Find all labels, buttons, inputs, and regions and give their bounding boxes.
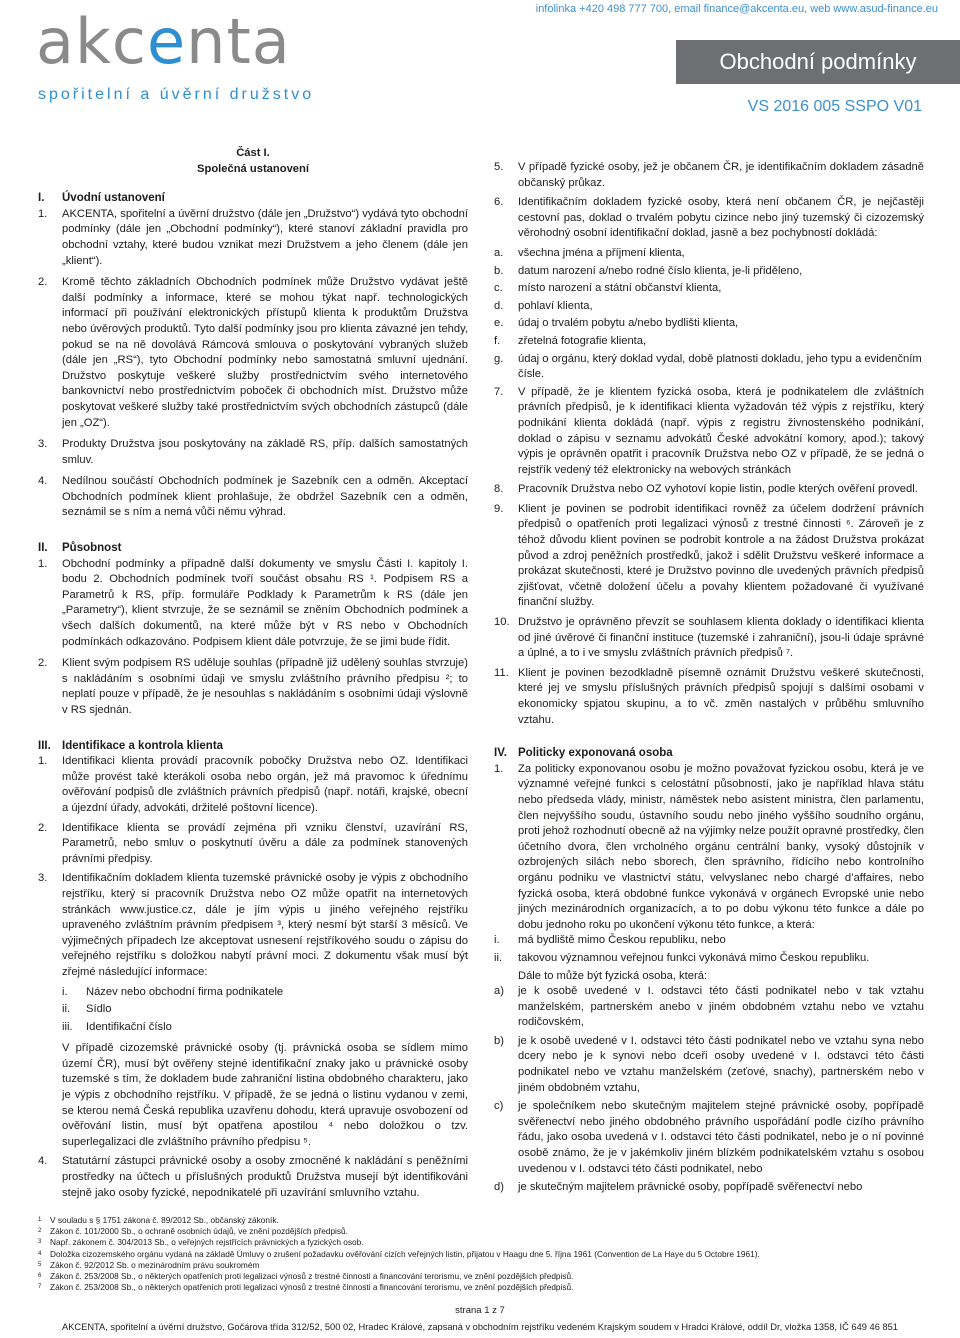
section-heading-1: I. Úvodní ustanovení [38, 192, 165, 205]
document-title: Obchodní podmínky [676, 40, 960, 84]
contact-line: infolinka +420 498 777 700, email finance@akcenta.eu, web www.asud-finance.eu [535, 3, 938, 15]
list-item: 2. Klient svým podpisem RS uděluje souhlas (případně již udělený souhlas stvrzuje) s nakládáním s osobními údaji ve smyslu zvláštního právního předpisu ²; to neplatí pouze v případě, že je nesouhlas s nakládáním s osobními údaji výslovně v RS sjednán. [38, 657, 468, 716]
list-item: 2. Kromě těchto základních Obchodních podmínek může Družstvo vydávat ještě další podmínky a informace, které se mohou týkat např. technologických informací při používání elektronických přístupů klienta k produktům Družstva nebo úvěrových produktů. Tyto další podmínky jsou pro klienta závazné jen tehdy, pokud se na ně dovolává Rámcová smlouva o poskytování vybraných služeb (dále jen „RS“), tyto Obchodní podmínky nebo samostatná smluvní ujednání. Družstvo poskytuje veškeré služby prostřednictvím svého internetového bankovnictví nebo prostřednictvím poboček či obchodních míst. Družstvo může poskytovat veškeré služby také prostřednictvím svých obchodních zástupců (dále jen „OZ“). [38, 276, 468, 429]
section-heading-2: II. Působnost [38, 542, 122, 555]
list-item: i. má bydliště mimo Českou republiku, nebo [494, 934, 726, 947]
section-heading-3: III. Identifikace a kontrola klienta [38, 739, 224, 752]
list-item: ii. takovou významnou veřejnou funkci vykonává mimo Českou republiku. [494, 951, 870, 964]
list-item: 1. Identifikaci klienta provádí pracovník pobočky Družstva nebo OZ. Identifikaci může provést také kterákoli osoba nebo orgán, jež má pravomoc k úřednímu ověřování podpisů dle zvláštních právních předpisů (např. notáři, krajské, obecní a újezdní úřady, advokáti, držitelé poštovní licence). [38, 755, 468, 814]
list-item: 8. Pracovník Družstva nebo OZ vyhotoví kopie listin, podle kterých ověření provedl. [494, 483, 918, 496]
list-item: 5. V případě fyzické osoby, jež je občanem ČR, je identifikačním dokladem zásadně občanský průkaz. [494, 161, 924, 189]
list-item: 1. AKCENTA, spořitelní a úvěrní družstvo (dále jen „Družstvo“) vydává tyto obchodní podmínky (dále jen „Obchodní podmínky“), které stanoví základní pravidla pro obchodní vztahy, které budou vznikat mezi Družstvem a jeho členem (dále jen „klient“). [38, 207, 468, 267]
list-item: 11. Klient je povinen bezodkladně písemně oznámit Družstvu veškeré skutečnosti, které jej ve smyslu příslušných právních předpisů spojují s dalšími osobami v ekonomicky spjatou skupinu, a to vč. změn nastalých v průběhu smluvního vztahu. [494, 666, 924, 726]
list-item: c) je společníkem nebo skutečným majitelem stejné právnické osoby, popřípadě svěřenectví nebo jiného obdobného právního uspořádání podle cizího právního řádu, jako osoba uvedená v I. odstavci této části podnikatel, nebo je o ní povinné osobě známo, že je v jakémkoliv jiném blízkém podnikatelském vztahu s osobou uvedenou v I. odstavci této části podnikatel, nebo [494, 1100, 924, 1175]
list-item: b) je k osobě uvedené v I. odstavci této části podnikatel nebo ve vztahu syna nebo dcery nebo je k synovi nebo dceři osoby uvedené v I. odstavci této části podnikatel nebo ve vztahu manželském (zeťové, snachy), partnerském nebo v jiném obdobném vztahu, [494, 1034, 924, 1094]
list-item: 10. Družstvo je oprávněno převzít se souhlasem klienta doklady o identifikaci klienta od jiné úvěrové či finanční instituce (tuzemské i zahraniční), jsou-li údaje správné a úplné, a to i ve smyslu zvláštních právních předpisů ⁷. [494, 616, 924, 660]
list-item: g. údaj o orgánu, který doklad vydal, době platnosti dokladu, jeho typu a evidenčním čísle. [494, 352, 922, 381]
logo-subtitle: spořitelní a úvěrní družstvo [38, 86, 315, 103]
footnote: 6 Zákon č. 253/2008 Sb., o některých opatřeních proti legalizaci výnosů z trestné činnosti a financování terorismu, ve znění pozdějších předpisů. [38, 1271, 574, 1282]
list-item: a. všechna jména a příjmení klienta, [494, 246, 685, 259]
list-item: 1. Obchodní podmínky a případně další dokumenty ve smyslu Části I. kapitoly I. bodu 2. Obchodních podmínek tvoří součást obsahu RS ¹. Podpisem RS a Parametrů k RS, příp. formuláře Podklady k Parametrům k RS (dále jen „Parametry“), klient stvrzuje, že se seznámil se zněním Obchodních podmínek a všech dalších dokumentů, na které může být v RS nebo v Obchodních podmínkách odkazováno. Podpisem klient dále potvrzuje, že se jimi bude řídit. [38, 557, 468, 648]
list-item: d) je skutečným majitelem právnické osoby, popřípadě svěřenectví nebo [494, 1181, 863, 1194]
list-item: 3. Identifikačním dokladem klienta tuzemské právnické osoby je výpis z obchodního rejstříku, který si pracovník Družstva nebo OZ může opatřit na internetových stránkách www.justice.cz, dále je jím výpis u jiného veřejného rejstříku upraveného zvláštním právním předpisem ³, který nesmí být starší 3 měsíců. Ve výjimečných případech lze akceptovat usnesení rejstříkového soudu o zápisu do veřejného rejstříku s doložkou nabytí právní moci. Z dokumentu však musí být zřejmé následující informace: [38, 872, 468, 978]
list-item: a) je k osobě uvedené v I. odstavci této části podnikatel nebo v tak vztahu manželském, partnerském anebo v jiném obdobném vztahu nebo ve vztahu rodičovském, [494, 985, 924, 1029]
footnote: 2 Zákon č. 101/2000 Sb., o ochraně osobních údajů, ve znění pozdějších předpisů. [38, 1226, 348, 1237]
footnote: 1 V souladu s § 1751 zákona č. 89/2012 Sb., občanský zákoník. [38, 1215, 279, 1225]
section-heading-4: IV. Politicky exponovaná osoba [494, 747, 673, 760]
list-item: 2. Identifikace klienta se provádí zejména při vzniku členství, uzavírání RS, Parametrů, nebo smluv o poskytnutí úvěru a dále za podmínek stanovených právními předpisy. [38, 821, 468, 865]
document-id: VS 2016 005 SSPO V01 [747, 98, 922, 115]
list-item: f. zřetelná fotografie klienta, [494, 334, 647, 347]
list-item: 9. Klient je povinen se podrobit identifikaci rovněž za účelem dodržení právních předpisů o opatřeních proti legalizaci výnosů z trestné činnosti ⁶. Zároveň je z téhož důvodu klient povinen se podrobit kontrole a na žádost Družstva prokázat původ a zdroj peněžních prostředků, jakož i sdělit Družstvu veškeré informace a prokázat skutečnosti, které je Družstvo povinno dle uvedených právních předpisů zjišťovat, včetně doložení účelu a povahy klientem požadované či využívané finanční služby. [494, 502, 924, 609]
list-item: iii. Identifikační číslo [62, 1020, 172, 1033]
company-logo: akcenta [36, 5, 291, 78]
left-column [38, 146, 468, 1201]
list-item: 4. Statutární zástupci právnické osoby a osoby zmocněné k nakládání s peněžními prostředky na účtech u příslušných produktů Družstva musejí být identifikováni stejně jako osoby fyzické, nepodnikatelé při uzavírání smluvního vztahu. [38, 1155, 468, 1199]
footnote: 5 Zákon č. 92/2012 Sb. o mezinárodním právu soukromém [38, 1259, 260, 1270]
list-item: 4. Nedílnou součástí Obchodních podmínek je Sazebník cen a odměn. Akceptací Obchodních podmínek klient prohlašuje, že obdržel Sazebník cen a odměn, seznámil se s ním a nemá vůči němu výhrad. [38, 475, 468, 519]
list-item: 1. Za politicky exponovanou osobu je možno považovat fyzickou osobu, která je ve významné veřejné funkci s celostátní působností, jako je například hlava státu nebo předseda vlády, ministr, náměstek nebo asistent ministra, člen parlamentu, člen nejvyššího soudu, ústavního soudu nebo jiného vyššího soudního orgánu, proti jehož rozhodnutí obecně až na výjimky nelze použít opravné prostředky, člen účetního dvora, člen vrcholného orgánu centrální banky, vysoký důstojník v ozbrojených silách nebo sborech, člen správního, řídícího nebo kontrolního orgánu podniku ve vlastnictví státu, velvyslanec nebo chargé d’affaires, nebo fyzická osoba, která obdobné funkce vykonává v orgánech Evropské unie nebo jiných mezinárodních organizacích, a to po dobu výkonu této funkce a dále po dobu jednoho roku po ukončení výkonu této funkce, a která: [494, 762, 924, 931]
footnote: 4 Doložka cizozemského orgánu vydaná na základě Úmluvy o zrušení požadavku ověřování cizích veřejných listin, přijatou v Haagu dne 5. října 1961 (Convention de La Haye du 5 Octobre 1961). [38, 1248, 760, 1259]
list-item: b. datum narození a/nebo rodné číslo klienta, je-li přiděleno, [494, 264, 803, 277]
footnote: 7 Zákon č. 253/2008 Sb., o některých opatřeních proti legalizaci výnosů z trestné činnosti a financování terorismu, ve znění pozdějších předpisů. [38, 1282, 574, 1293]
list-item: c. místo narození a státní občanství klienta, [494, 282, 722, 295]
part-subheading: Společná ustanovení [197, 162, 309, 175]
list-item: e. údaj o trvalém pobytu a/nebo bydlišti klienta, [494, 317, 739, 330]
list-item: i. Název nebo obchodní firma podnikatele [62, 985, 284, 998]
further-text: Dále to může být fyzická osoba, která: [518, 969, 708, 982]
company-footer: AKCENTA, spořitelní a úvěrní družstvo, Gočárova třída 312/52, 500 02, Hradec Králové, zapsaná v obchodním rejstříku vedeném Krajským soudem v Hradci Králové, oddíl Dr, vložka 1358, IČ 649 46 851 [62, 1322, 898, 1332]
footnote: 3 Např. zákonem č. 304/2013 Sb., o veřejných rejstřících právnických a fyzických osob. [38, 1237, 364, 1248]
footnotes [38, 1215, 938, 1293]
list-item: 6. Identifikačním dokladem fyzické osoby, která není občanem ČR, je nejčastěji cestovní pas, doklad o trvalém pobytu cizince nebo jiný tuzemský či cizozemský věrohodný osobní identifikační doklad, jasně a bez pochybností dokládá: [494, 196, 924, 240]
right-column [494, 160, 924, 1199]
list-item: 3. Produkty Družstva jsou poskytovány na základě RS, příp. dalších samostatných smluv. [38, 438, 468, 466]
list-item: 7. V případě, že je klientem fyzická osoba, která je podnikatelem dle zvláštních právních předpisů, je k identifikaci klienta vyžadován též výpis z rejstříku, který podnikání klienta dokládá (např. výpis z registru živnostenského podnikání, doklad o zápisu v seznamu advokátů České advokátní komory, apod.); takový výpis je oprávněn opatřit i pracovník Družstva nebo OZ v případě, že se jedná o rejstřík vedený též elektronicky na webových stránkách [494, 385, 924, 476]
header [0, 0, 960, 115]
list-item: ii. Sídlo [62, 1003, 112, 1016]
list-item: d. pohlaví klienta, [494, 299, 593, 312]
part-heading: Část I. [236, 147, 270, 159]
foreign-entity-paragraph: V případě cizozemské právnické osoby (tj. právnická osoba se sídlem mimo území ČR), musí být ověřeny stejné identifikační znaky jako u právnické osoby tuzemské s tím, že dokladem bude zahraniční listina obdobného charakteru, jako je výpis z obchodního rejstříku. V případě, že se jedná o listinu vydanou v zemi, se kterou nemá Česká republika uzavřenu dohodu, která upravuje osvobození od ověřování listin, musí být opatřena apostilou ⁴ nebo doložkou o tzv. superlegalizaci dle zvláštního právního předpisu ⁵. [62, 1042, 468, 1148]
page-number: strana 1 z 7 [455, 1305, 505, 1316]
